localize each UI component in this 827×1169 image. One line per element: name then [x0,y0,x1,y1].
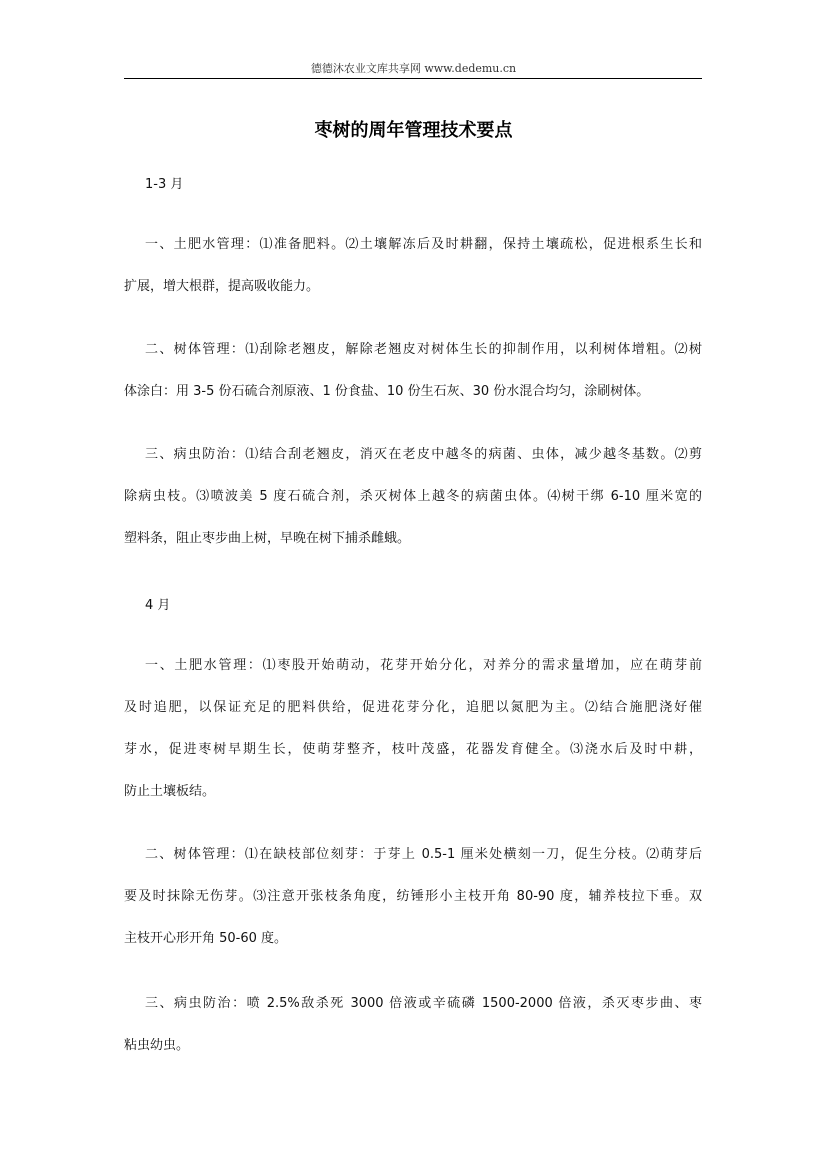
paragraph-line: 一、土肥水管理：⑴枣股开始萌动，花芽开始分化，对养分的需求量增加，应在萌芽前 [145,658,702,673]
section-month-heading: 1-3 月 [145,177,184,192]
paragraph [124,329,702,413]
paragraph-line: 及时追肥，以保证充足的肥料供给，促进花芽分化，追肥以氮肥为主。⑵结合施肥浇好催 [124,700,702,715]
paragraph-line: 体涂白：用 3-5 份石硫合剂原液、1 份食盐、10 份生石灰、30 份水混合均匀，涂刷树体。 [124,384,650,399]
paragraph [124,645,702,813]
paragraph-line: 要及时抹除无伤芽。⑶注意开张枝条角度，纺锤形小主枝开角 80-90 度，辅养枝拉下垂。双 [124,889,702,904]
paragraph [124,434,702,560]
paragraph-line: 除病虫枝。⑶喷波美 5 度石硫合剂，杀灭树体上越冬的病菌虫体。⑷树干绑 6-10 厘米宽的 [124,489,702,504]
paragraph-line: 二、树体管理：⑴在缺枝部位刻芽：于芽上 0.5-1 厘米处横刻一刀，促生分枝。⑵萌芽后 [145,847,702,862]
paragraph-line: 三、病虫防治：⑴结合刮老翘皮，消灭在老皮中越冬的病菌、虫体，减少越冬基数。⑵剪 [145,447,702,462]
paragraph-line: 芽水，促进枣树早期生长，使萌芽整齐，枝叶茂盛，花器发育健全。⑶浇水后及时中耕， [124,742,702,757]
paragraph-line: 防止土壤板结。 [124,784,216,799]
paragraph-line: 扩展，增大根群，提高吸收能力。 [124,279,320,294]
paragraph-line: 三、病虫防治：喷 2.5%敌杀死 3000 倍液或辛硫磷 1500-2000 倍液，杀灭枣步曲、枣 [145,996,702,1011]
section-month-heading: 4 月 [145,598,171,613]
header-site-text: 德德沐农业文库共享网 www.dedemu.cn [310,62,517,75]
paragraph [124,983,702,1067]
paragraph-line: 二、树体管理：⑴刮除老翘皮，解除老翘皮对树体生长的抑制作用，以利树体增粗。⑵树 [145,342,702,357]
paragraph-line: 粘虫幼虫。 [124,1038,190,1053]
paragraph-line: 塑料条，阻止枣步曲上树，早晚在树下捕杀雌蛾。 [124,531,411,546]
paragraph [124,834,702,960]
paragraph [124,224,702,308]
paragraph-line: 主枝开心形开角 50-60 度。 [124,931,288,946]
header-divider [124,78,702,79]
paragraph-line: 一、土肥水管理：⑴准备肥料。⑵土壤解冻后及时耕翻，保持土壤疏松，促进根系生长和 [145,237,702,252]
document-title: 枣树的周年管理技术要点 [314,120,513,141]
